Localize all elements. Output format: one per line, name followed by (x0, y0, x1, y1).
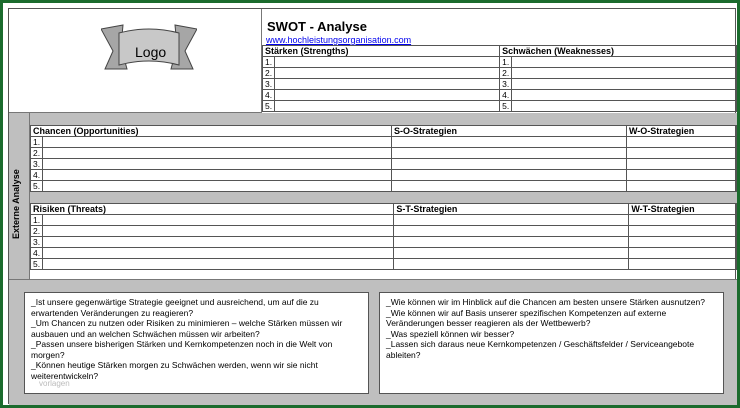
strengths-header: Stärken (Strengths) (263, 46, 500, 57)
wo-cell[interactable] (626, 159, 736, 170)
question-text: _Wie können wir im Hinblick auf die Chancen am besten unsere Stärken ausnutzen? (386, 297, 705, 307)
logo-text: Logo (135, 44, 167, 60)
opportunity-cell[interactable] (43, 159, 392, 170)
question-text: _Können heutige Stärken morgen zu Schwächen werden, wenn wir sie nicht weiterentwickeln? (31, 360, 318, 381)
questions-box-right (379, 292, 724, 394)
wo-cell[interactable] (626, 148, 736, 159)
table-row: 1. (31, 215, 737, 226)
external-analysis-label: Externe Analyse (11, 169, 21, 239)
strength-cell[interactable] (275, 90, 500, 101)
threat-cell[interactable] (43, 259, 394, 270)
weakness-cell[interactable] (512, 68, 737, 79)
wt-cell[interactable] (629, 248, 737, 259)
question-text: _Lassen sich daraus neue Kernkompetenzen / Geschäftsfelder / Serviceangebote ableiten? (386, 339, 695, 360)
separator-band (9, 113, 737, 125)
wt-cell[interactable] (629, 237, 737, 248)
so-cell[interactable] (391, 181, 626, 192)
opportunities-table (30, 125, 737, 192)
st-strategies-header: S-T-Strategien (394, 204, 629, 215)
question-text: _Passen unsere bisherigen Stärken und Kernkompetenzen noch in die Welt von morgen? (31, 339, 333, 360)
weaknesses-header: Schwächen (Weaknesses) (500, 46, 737, 57)
opportunity-cell[interactable] (43, 170, 392, 181)
question-text: _Wie können wir auf Basis unserer spezifischen Kompetenzen auf externe Veränderungen besser reagieren als der Wettbewerb? (386, 307, 667, 328)
table-row: 5. 5. (263, 101, 737, 112)
opportunity-cell[interactable] (43, 148, 392, 159)
so-cell[interactable] (391, 148, 626, 159)
separator-band (9, 191, 737, 203)
threat-cell[interactable] (43, 226, 394, 237)
table-row: 4. 4. (263, 90, 737, 101)
threat-cell[interactable] (43, 237, 394, 248)
wo-cell[interactable] (626, 137, 736, 148)
st-cell[interactable] (394, 226, 629, 237)
wo-cell[interactable] (626, 181, 736, 192)
st-cell[interactable] (394, 248, 629, 259)
st-cell[interactable] (394, 237, 629, 248)
so-strategies-header: S-O-Strategien (391, 126, 626, 137)
wt-cell[interactable] (629, 215, 737, 226)
strength-cell[interactable] (275, 79, 500, 90)
table-row: 4. (31, 248, 737, 259)
st-cell[interactable] (394, 215, 629, 226)
table-row: 1. (31, 137, 737, 148)
so-cell[interactable] (391, 159, 626, 170)
weakness-cell[interactable] (512, 90, 737, 101)
strength-cell[interactable] (275, 101, 500, 112)
table-row: 4. (31, 170, 737, 181)
watermark-text: vorlagen (39, 379, 70, 388)
question-text: _Ist unsere gegenwärtige Strategie geeignet und ausreichend, um auf die zu erwartenden Veränderungen zu reagieren? (31, 297, 319, 318)
logo-area (9, 9, 262, 113)
weakness-cell[interactable] (512, 101, 737, 112)
opportunity-cell[interactable] (43, 137, 392, 148)
opportunity-cell[interactable] (43, 181, 392, 192)
question-text: _Um Chancen zu nutzen oder Risiken zu minimieren – welche Stärken müssen wir ausbauen und an welchen Schwächen müssen wir arbeiten? (31, 318, 343, 339)
threat-cell[interactable] (43, 215, 394, 226)
table-row: 3. 3. (263, 79, 737, 90)
strength-cell[interactable] (275, 68, 500, 79)
threat-cell[interactable] (43, 248, 394, 259)
weakness-cell[interactable] (512, 57, 737, 68)
wo-cell[interactable] (626, 170, 736, 181)
table-row: 2. (31, 148, 737, 159)
table-row: 2. 2. (263, 68, 737, 79)
table-row: 3. (31, 237, 737, 248)
table-row: 2. (31, 226, 737, 237)
wt-cell[interactable] (629, 259, 737, 270)
threats-table (30, 203, 737, 270)
wt-cell[interactable] (629, 226, 737, 237)
questions-box-left (24, 292, 369, 394)
so-cell[interactable] (391, 170, 626, 181)
question-text: _Was speziell können wir besser? (386, 328, 515, 339)
table-row: 5. (31, 181, 737, 192)
strength-cell[interactable] (275, 57, 500, 68)
st-cell[interactable] (394, 259, 629, 270)
swot-sheet (8, 8, 736, 404)
internal-analysis-table (262, 45, 737, 112)
wo-strategies-header: W-O-Strategien (626, 126, 736, 137)
threats-header: Risiken (Threats) (31, 204, 394, 215)
table-row: 3. (31, 159, 737, 170)
page-title: SWOT - Analyse (267, 19, 367, 34)
website-link[interactable]: www.hochleistungsorganisation.com (266, 35, 412, 45)
table-row: 5. (31, 259, 737, 270)
opportunities-header: Chancen (Opportunities) (31, 126, 392, 137)
table-row: 1. 1. (263, 57, 737, 68)
wt-strategies-header: W-T-Strategien (629, 204, 737, 215)
so-cell[interactable] (391, 137, 626, 148)
weakness-cell[interactable] (512, 79, 737, 90)
